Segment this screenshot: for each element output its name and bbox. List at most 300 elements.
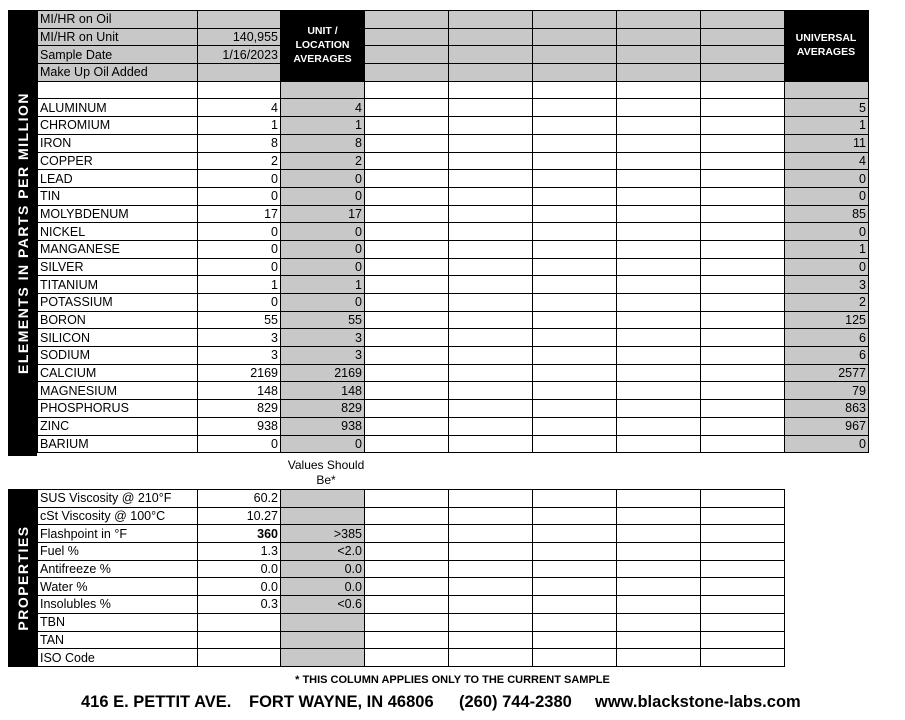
element-universal: 967 (785, 417, 869, 435)
property-should-be (281, 490, 365, 508)
info-value (198, 11, 281, 29)
empty-cell (701, 311, 785, 329)
empty-cell (533, 613, 617, 631)
empty-cell (449, 329, 533, 347)
element-universal: 11 (785, 134, 869, 152)
property-should-be (281, 507, 365, 525)
property-row (38, 631, 785, 649)
empty-cell (365, 205, 449, 223)
empty-cell (701, 382, 785, 400)
empty-cell (701, 152, 785, 170)
empty-cell (617, 613, 701, 631)
empty-cell (617, 11, 701, 29)
element-name: SODIUM (38, 347, 198, 365)
properties-table (37, 489, 785, 667)
empty-cell (449, 28, 533, 46)
element-row (38, 258, 869, 276)
empty-cell (281, 81, 365, 99)
empty-cell (533, 347, 617, 365)
element-row (38, 187, 869, 205)
element-row (38, 223, 869, 241)
empty-cell (701, 276, 785, 294)
element-name: MOLYBDENUM (38, 205, 198, 223)
empty-cell (617, 435, 701, 453)
empty-cell (533, 364, 617, 382)
element-row (38, 347, 869, 365)
empty-cell (449, 382, 533, 400)
property-should-be (281, 631, 365, 649)
empty-cell (365, 543, 449, 561)
empty-cell (701, 117, 785, 135)
empty-cell (701, 134, 785, 152)
property-value: 0.0 (198, 578, 281, 596)
element-value: 148 (198, 382, 281, 400)
footer-phone: (260) 744-2380 (459, 693, 572, 711)
element-name: COPPER (38, 152, 198, 170)
empty-cell (533, 596, 617, 614)
element-unit-avg: 148 (281, 382, 365, 400)
empty-cell (449, 311, 533, 329)
property-row (38, 507, 785, 525)
empty-cell (449, 11, 533, 29)
property-should-be: 0.0 (281, 560, 365, 578)
info-label: Make Up Oil Added (38, 64, 198, 82)
property-should-be (281, 613, 365, 631)
element-unit-avg: 17 (281, 205, 365, 223)
empty-cell (449, 596, 533, 614)
empty-cell (701, 64, 785, 82)
property-row (38, 560, 785, 578)
empty-cell (617, 596, 701, 614)
empty-cell (533, 382, 617, 400)
empty-cell (617, 170, 701, 188)
empty-cell (533, 258, 617, 276)
element-universal: 0 (785, 223, 869, 241)
element-value: 3 (198, 347, 281, 365)
empty-cell (701, 294, 785, 312)
property-name: ISO Code (38, 649, 198, 667)
element-universal: 863 (785, 400, 869, 418)
element-unit-avg: 0 (281, 258, 365, 276)
property-name: Antifreeze % (38, 560, 198, 578)
element-name: NICKEL (38, 223, 198, 241)
element-unit-avg: 8 (281, 134, 365, 152)
empty-cell (449, 578, 533, 596)
empty-cell (533, 294, 617, 312)
empty-cell (701, 258, 785, 276)
empty-cell (701, 400, 785, 418)
element-unit-avg: 0 (281, 294, 365, 312)
properties-side-label-text: PROPERTIES (14, 525, 31, 631)
empty-cell (449, 276, 533, 294)
property-value: 360 (198, 525, 281, 543)
empty-cell (701, 435, 785, 453)
empty-cell (533, 311, 617, 329)
element-row (38, 382, 869, 400)
empty-cell (617, 28, 701, 46)
empty-cell (533, 400, 617, 418)
empty-cell (533, 99, 617, 117)
property-should-be (281, 649, 365, 667)
element-name: ALUMINUM (38, 99, 198, 117)
empty-cell (617, 117, 701, 135)
empty-cell (701, 187, 785, 205)
element-name: BARIUM (38, 435, 198, 453)
element-unit-avg: 938 (281, 417, 365, 435)
properties-side-label (8, 489, 37, 667)
element-row (38, 134, 869, 152)
empty-cell (617, 560, 701, 578)
empty-cell (701, 649, 785, 667)
property-name: Water % (38, 578, 198, 596)
empty-cell (365, 223, 449, 241)
empty-cell (198, 81, 281, 99)
empty-cell (617, 347, 701, 365)
property-value (198, 613, 281, 631)
empty-cell (701, 543, 785, 561)
element-name: SILVER (38, 258, 198, 276)
empty-cell (617, 543, 701, 561)
empty-cell (365, 400, 449, 418)
element-row (38, 311, 869, 329)
universal-averages-header (784, 10, 868, 80)
empty-cell (617, 134, 701, 152)
empty-cell (365, 560, 449, 578)
empty-cell (365, 276, 449, 294)
empty-cell (365, 134, 449, 152)
element-value: 3 (198, 329, 281, 347)
empty-cell (365, 525, 449, 543)
empty-cell (533, 417, 617, 435)
element-name: IRON (38, 134, 198, 152)
property-value: 10.27 (198, 507, 281, 525)
empty-cell (365, 28, 449, 46)
empty-cell (365, 311, 449, 329)
empty-cell (449, 649, 533, 667)
property-value: 0.3 (198, 596, 281, 614)
empty-cell (533, 134, 617, 152)
element-unit-avg: 0 (281, 170, 365, 188)
element-universal: 85 (785, 205, 869, 223)
empty-cell (533, 578, 617, 596)
empty-cell (365, 490, 449, 508)
empty-cell (449, 258, 533, 276)
element-universal: 4 (785, 152, 869, 170)
empty-cell (38, 81, 198, 99)
element-value: 2 (198, 152, 281, 170)
values-should-be-caption (286, 458, 366, 488)
info-label: Sample Date (38, 46, 198, 64)
element-name: TIN (38, 187, 198, 205)
property-row (38, 490, 785, 508)
empty-cell (449, 117, 533, 135)
empty-cell (533, 187, 617, 205)
empty-cell (533, 525, 617, 543)
empty-cell (365, 417, 449, 435)
element-name: ZINC (38, 417, 198, 435)
property-name: Fuel % (38, 543, 198, 561)
empty-cell (449, 631, 533, 649)
empty-cell (365, 382, 449, 400)
empty-cell (533, 205, 617, 223)
element-unit-avg: 2169 (281, 364, 365, 382)
property-name: Insolubles % (38, 596, 198, 614)
element-value: 1 (198, 117, 281, 135)
empty-cell (449, 187, 533, 205)
empty-cell (365, 507, 449, 525)
element-value: 0 (198, 258, 281, 276)
element-value: 55 (198, 311, 281, 329)
property-value: 60.2 (198, 490, 281, 508)
empty-cell (449, 417, 533, 435)
empty-cell (701, 596, 785, 614)
property-should-be: 0.0 (281, 578, 365, 596)
element-row (38, 276, 869, 294)
element-unit-avg: 1 (281, 276, 365, 294)
empty-cell (449, 347, 533, 365)
property-name: cSt Viscosity @ 100°C (38, 507, 198, 525)
empty-cell (701, 99, 785, 117)
empty-cell (365, 81, 449, 99)
empty-cell (701, 240, 785, 258)
footnote: * THIS COLUMN APPLIES ONLY TO THE CURRENT SAMPLE (295, 674, 610, 686)
element-row (38, 294, 869, 312)
property-should-be: <2.0 (281, 543, 365, 561)
empty-cell (701, 417, 785, 435)
element-universal: 1 (785, 240, 869, 258)
empty-cell (533, 117, 617, 135)
element-value: 4 (198, 99, 281, 117)
element-row (38, 435, 869, 453)
element-row (38, 152, 869, 170)
property-row (38, 613, 785, 631)
element-unit-avg: 0 (281, 240, 365, 258)
empty-cell (701, 223, 785, 241)
empty-cell (365, 240, 449, 258)
empty-cell (365, 117, 449, 135)
element-row (38, 205, 869, 223)
empty-cell (701, 613, 785, 631)
spacer-row (38, 81, 869, 99)
elements-side-label (8, 10, 37, 456)
empty-cell (365, 11, 449, 29)
element-unit-avg: 829 (281, 400, 365, 418)
element-row (38, 400, 869, 418)
element-universal: 0 (785, 170, 869, 188)
empty-cell (365, 187, 449, 205)
empty-cell (617, 276, 701, 294)
empty-cell (365, 347, 449, 365)
empty-cell (533, 64, 617, 82)
empty-cell (617, 223, 701, 241)
info-row (38, 64, 869, 82)
property-value: 0.0 (198, 560, 281, 578)
element-unit-avg: 2 (281, 152, 365, 170)
element-value: 1 (198, 276, 281, 294)
empty-cell (365, 435, 449, 453)
element-value: 0 (198, 170, 281, 188)
info-value: 1/16/2023 (198, 46, 281, 64)
empty-cell (449, 400, 533, 418)
empty-cell (617, 578, 701, 596)
element-value: 2169 (198, 364, 281, 382)
info-value: 140,955 (198, 28, 281, 46)
empty-cell (617, 240, 701, 258)
empty-cell (533, 28, 617, 46)
universal-averages-label: UNIVERSAL AVERAGES (795, 32, 857, 58)
empty-cell (365, 170, 449, 188)
footer-city: FORT WAYNE, IN 46806 (249, 693, 434, 711)
element-row (38, 170, 869, 188)
element-universal: 1 (785, 117, 869, 135)
element-name: TITANIUM (38, 276, 198, 294)
property-name: Flashpoint in °F (38, 525, 198, 543)
empty-cell (449, 525, 533, 543)
empty-cell (701, 329, 785, 347)
element-value: 0 (198, 187, 281, 205)
element-row (38, 240, 869, 258)
element-universal: 2 (785, 294, 869, 312)
empty-cell (701, 170, 785, 188)
property-row (38, 543, 785, 561)
empty-cell (449, 134, 533, 152)
empty-cell (365, 329, 449, 347)
empty-cell (449, 364, 533, 382)
empty-cell (449, 490, 533, 508)
empty-cell (449, 507, 533, 525)
empty-cell (449, 64, 533, 82)
empty-cell (701, 507, 785, 525)
element-universal: 79 (785, 382, 869, 400)
empty-cell (701, 631, 785, 649)
empty-cell (449, 240, 533, 258)
empty-cell (533, 223, 617, 241)
element-name: MAGNESIUM (38, 382, 198, 400)
empty-cell (533, 46, 617, 64)
info-row (38, 28, 869, 46)
info-label: MI/HR on Oil (38, 11, 198, 29)
info-value (198, 64, 281, 82)
empty-cell (365, 258, 449, 276)
element-row (38, 364, 869, 382)
element-unit-avg: 0 (281, 223, 365, 241)
empty-cell (365, 649, 449, 667)
property-value (198, 631, 281, 649)
element-row (38, 329, 869, 347)
element-universal: 0 (785, 187, 869, 205)
element-row (38, 417, 869, 435)
footer-address: 416 E. PETTIT AVE. (81, 693, 232, 711)
element-value: 829 (198, 400, 281, 418)
empty-cell (701, 81, 785, 99)
empty-cell (701, 46, 785, 64)
element-universal: 0 (785, 258, 869, 276)
element-unit-avg: 3 (281, 329, 365, 347)
element-universal: 6 (785, 329, 869, 347)
empty-cell (449, 205, 533, 223)
empty-cell (365, 613, 449, 631)
property-value: 1.3 (198, 543, 281, 561)
empty-cell (617, 649, 701, 667)
empty-cell (533, 507, 617, 525)
empty-cell (533, 81, 617, 99)
empty-cell (365, 152, 449, 170)
empty-cell (617, 631, 701, 649)
empty-cell (701, 560, 785, 578)
empty-cell (785, 81, 869, 99)
empty-cell (533, 329, 617, 347)
elements-table (37, 10, 869, 453)
element-unit-avg: 0 (281, 435, 365, 453)
empty-cell (365, 64, 449, 82)
empty-cell (365, 294, 449, 312)
empty-cell (533, 11, 617, 29)
empty-cell (617, 329, 701, 347)
empty-cell (533, 631, 617, 649)
element-row (38, 117, 869, 135)
empty-cell (365, 364, 449, 382)
element-value: 8 (198, 134, 281, 152)
empty-cell (533, 490, 617, 508)
property-name: SUS Viscosity @ 210°F (38, 490, 198, 508)
empty-cell (449, 294, 533, 312)
empty-cell (617, 507, 701, 525)
property-row (38, 596, 785, 614)
empty-cell (449, 613, 533, 631)
property-row (38, 578, 785, 596)
property-value (198, 649, 281, 667)
empty-cell (533, 152, 617, 170)
empty-cell (617, 205, 701, 223)
empty-cell (533, 543, 617, 561)
property-row (38, 525, 785, 543)
empty-cell (617, 64, 701, 82)
property-should-be: >385 (281, 525, 365, 543)
values-should-be-text: Values Should Be* (287, 458, 365, 487)
empty-cell (701, 525, 785, 543)
unit-location-averages-label: UNIT / LOCATION AVERAGES (293, 25, 352, 65)
empty-cell (617, 400, 701, 418)
empty-cell (617, 364, 701, 382)
empty-cell (365, 596, 449, 614)
empty-cell (449, 152, 533, 170)
footer-website[interactable]: www.blackstone-labs.com (595, 693, 801, 711)
empty-cell (365, 631, 449, 649)
empty-cell (449, 46, 533, 64)
empty-cell (617, 258, 701, 276)
element-name: POTASSIUM (38, 294, 198, 312)
empty-cell (533, 560, 617, 578)
property-name: TBN (38, 613, 198, 631)
empty-cell (365, 46, 449, 64)
element-unit-avg: 4 (281, 99, 365, 117)
empty-cell (617, 294, 701, 312)
empty-cell (533, 240, 617, 258)
empty-cell (365, 578, 449, 596)
empty-cell (617, 81, 701, 99)
element-unit-avg: 0 (281, 187, 365, 205)
empty-cell (617, 152, 701, 170)
empty-cell (533, 435, 617, 453)
property-should-be: <0.6 (281, 596, 365, 614)
element-universal: 0 (785, 435, 869, 453)
element-universal: 6 (785, 347, 869, 365)
empty-cell (533, 649, 617, 667)
empty-cell (449, 170, 533, 188)
element-universal: 5 (785, 99, 869, 117)
empty-cell (701, 490, 785, 508)
element-value: 0 (198, 240, 281, 258)
